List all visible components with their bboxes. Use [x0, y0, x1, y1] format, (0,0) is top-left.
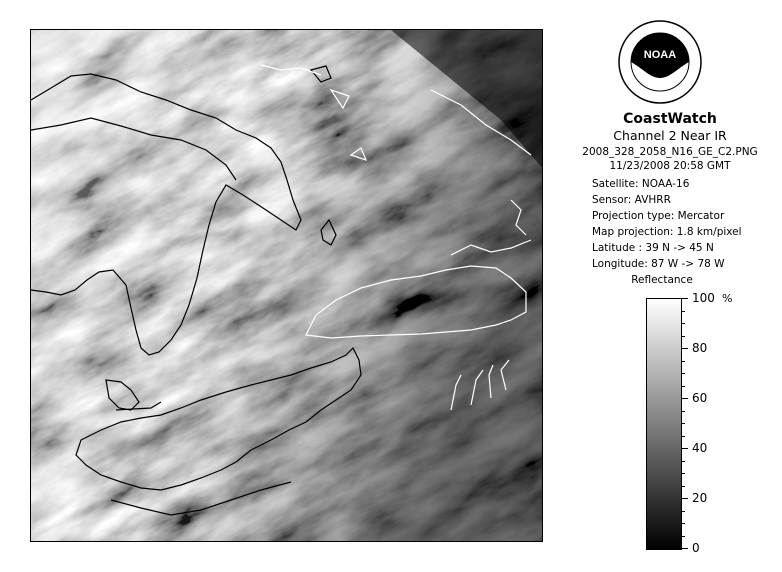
legend-minor-tick [682, 486, 685, 487]
legend-minor-tick [682, 323, 685, 324]
legend-tick-label: 0 [692, 541, 700, 555]
sensor-name: Sensor: AVHRR [592, 194, 671, 206]
legend-tick-mark [682, 448, 688, 449]
legend-tick-label: 60 [692, 391, 708, 405]
projection-type: Projection type: Mercator [592, 210, 725, 222]
longitude-range: Longitude: 87 W -> 78 W [592, 258, 725, 270]
map-projection: Map projection: 1.8 km/pixel [592, 226, 742, 238]
legend-minor-tick [682, 461, 685, 462]
legend-minor-tick [682, 423, 685, 424]
reflectance-colorbar [646, 298, 682, 550]
legend-minor-tick [682, 523, 685, 524]
legend-tick-label: 100 [692, 291, 715, 305]
legend-label: Reflectance [631, 274, 693, 286]
legend-tick-mark [682, 498, 688, 499]
legend-minor-tick [682, 386, 685, 387]
legend-unit: % [722, 292, 733, 305]
legend-minor-tick [682, 361, 685, 362]
noaa-logo-graphic [618, 20, 702, 104]
legend-tick-mark [682, 398, 688, 399]
app-title: CoastWatch [623, 111, 717, 127]
noaa-logo [618, 20, 702, 104]
satellite-map [30, 29, 543, 542]
legend-tick-mark [682, 548, 688, 549]
acquisition-datetime: 11/23/2008 20:58 GMT [609, 160, 731, 172]
legend-tick-label: 40 [692, 441, 708, 455]
legend-tick-label: 20 [692, 491, 708, 505]
legend-minor-tick [682, 311, 685, 312]
legend-minor-tick [682, 411, 685, 412]
legend-minor-tick [682, 436, 685, 437]
legend-tick-mark [682, 298, 688, 299]
channel-name: Channel 2 Near IR [613, 128, 727, 143]
legend-minor-tick [682, 473, 685, 474]
image-filename: 2008_328_2058_N16_GE_C2.PNG [582, 146, 758, 158]
legend-minor-tick [682, 511, 685, 512]
map-canvas [31, 30, 543, 542]
latitude-range: Latitude : 39 N -> 45 N [592, 242, 714, 254]
noaa-logo-label: NOAA [643, 49, 677, 61]
legend-minor-tick [682, 536, 685, 537]
legend-minor-tick [682, 336, 685, 337]
legend-tick-label: 80 [692, 341, 708, 355]
satellite-name: Satellite: NOAA-16 [592, 178, 690, 190]
legend-tick-mark [682, 348, 688, 349]
legend-minor-tick [682, 373, 685, 374]
